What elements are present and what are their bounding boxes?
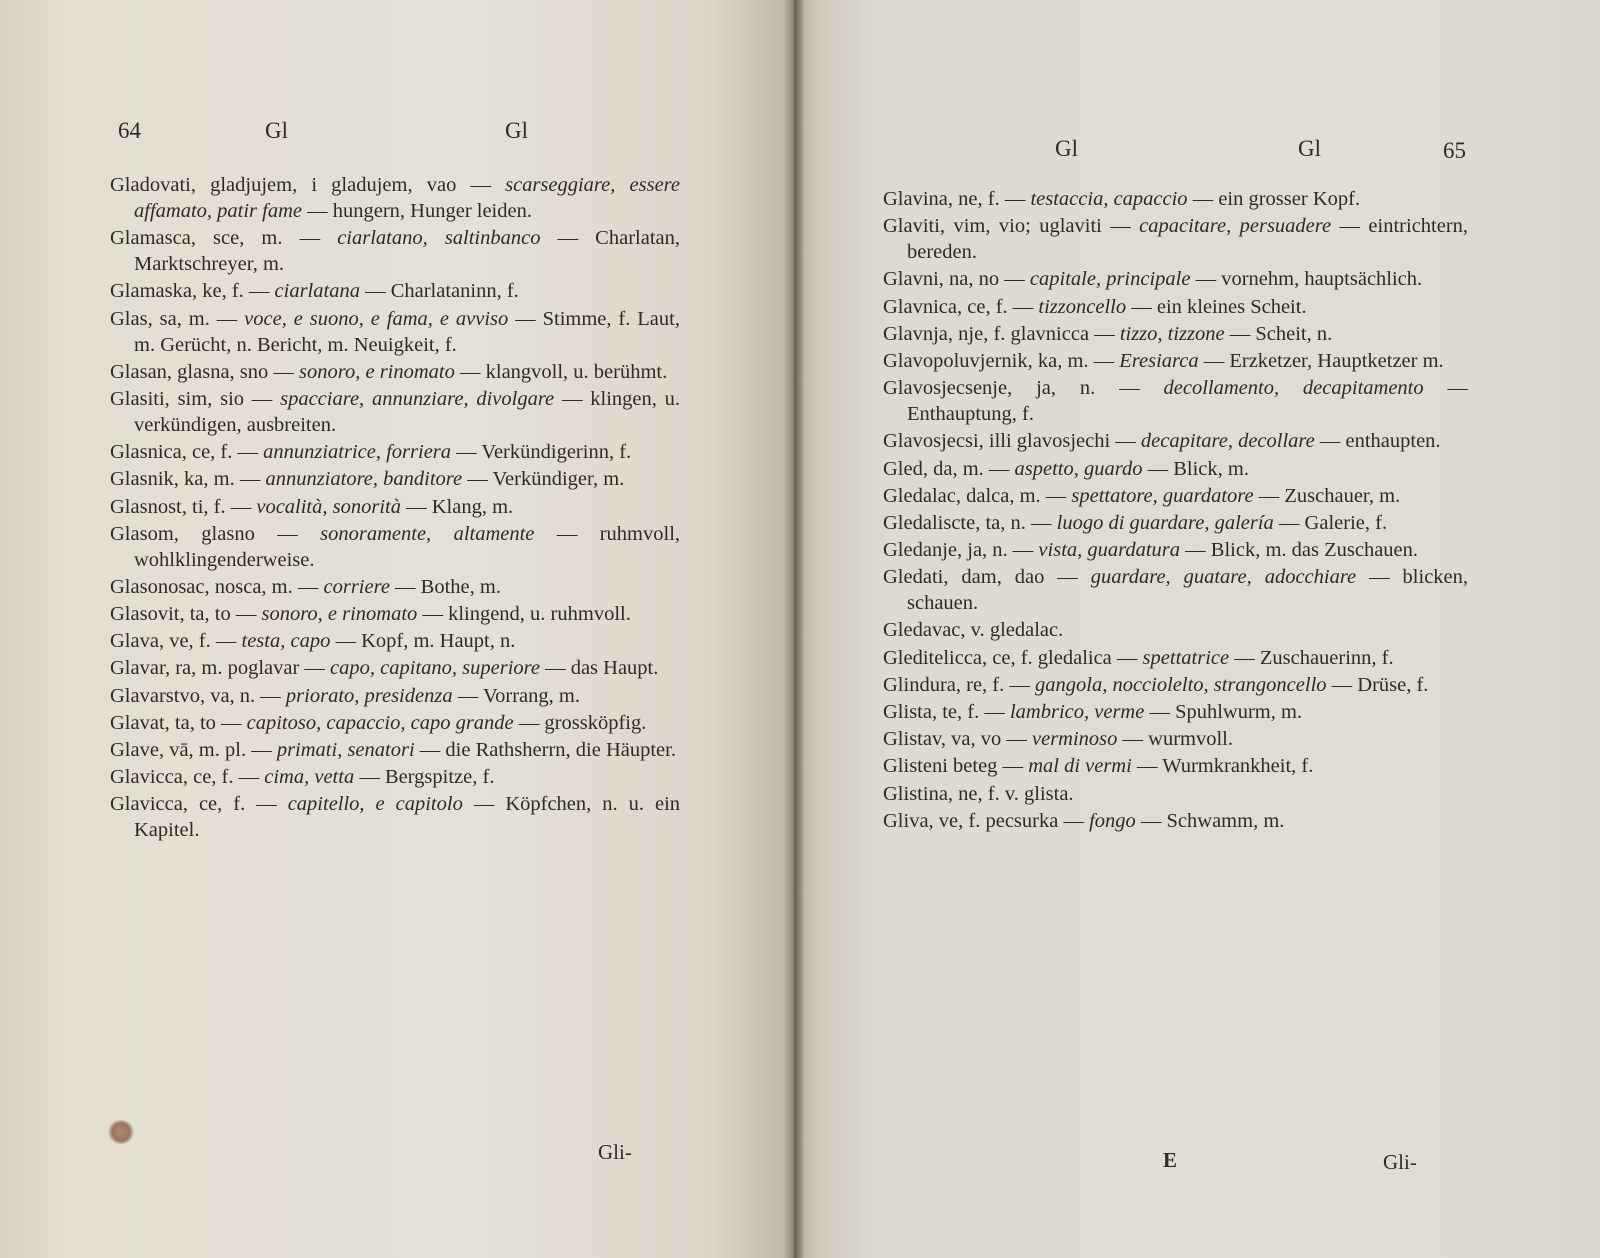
entry-headword: Gledalac, dalca, m. — [883, 484, 1067, 507]
entry-german: — Zuschauerinn, f. [1234, 646, 1394, 669]
signature-mark: E [1163, 1148, 1178, 1172]
entry-german: — klingend, u. ruhmvoll. [422, 603, 631, 626]
entry-italian: scarseggiare, essere affamato, patir fame [134, 174, 680, 222]
dictionary-entry [110, 494, 680, 520]
dictionary-entry [110, 574, 680, 600]
entry-italian: decapitare, decollare [1140, 430, 1315, 453]
entry-headword: Glavosjecsi, illi glavosjechi — [883, 430, 1136, 453]
entry-german: — eintrichtern, bereden. [907, 215, 1469, 264]
dictionary-entry [883, 294, 1468, 320]
entry-italian: capo, capitano, superiore [330, 657, 540, 680]
entry-german: — Kopf, m. Haupt, n. [335, 630, 516, 653]
entry-italian: tizzoncello [1038, 295, 1127, 318]
dictionary-entry [110, 628, 680, 654]
entry-headword: Glasom, glasno — [110, 522, 298, 545]
dictionary-entry [883, 537, 1468, 563]
dictionary-entry [883, 483, 1468, 509]
entry-german: — Köpfchen, n. u. ein Kapitel. [134, 793, 681, 842]
dictionary-entry [883, 510, 1468, 536]
entry-headword: Glavicca, ce, f. — [110, 793, 277, 816]
dictionary-entry [883, 375, 1468, 427]
book-gutter [783, 0, 805, 1258]
entry-german: — Klang, m. [406, 495, 514, 518]
entry-headword: Glavarstvo, va, n. — [110, 684, 281, 707]
entry-german: — klingen, u. verkündigen, ausbreiten. [134, 387, 681, 436]
dictionary-entry [110, 655, 680, 681]
entry-headword: Glista, te, f. — [883, 701, 1005, 723]
dictionary-entry [883, 564, 1468, 616]
entry-german: — die Rathsherrn, die Häupter. [419, 739, 676, 761]
entry-italian: cima, vetta [264, 766, 355, 789]
entry-german: — Blick, m. das Zuschauen. [1185, 539, 1419, 562]
entry-italian: priorato, presidenza [285, 684, 453, 707]
dictionary-entry [110, 791, 680, 843]
entry-headword: Gleditelicca, ce, f. gledalica — [883, 646, 1138, 669]
catchword: Gli- [598, 1140, 632, 1164]
dictionary-entry [110, 683, 680, 709]
entry-italian: testa, capo [241, 630, 331, 653]
entry-italian: voce, e suono, e fama, e avviso [244, 307, 509, 330]
right-page [793, 0, 1600, 1258]
catchword: Gli- [1383, 1150, 1417, 1174]
entry-headword: Glisteni beteg — [883, 755, 1024, 778]
entry-italian: lambrico, verme [1009, 701, 1145, 723]
entry-headword: Glavina, ne, f. — [883, 188, 1026, 210]
entry-headword: Glistina, ne, f. v. glista. [883, 782, 1074, 805]
entry-headword: Glamaska, ke, f. — [110, 280, 270, 303]
entry-headword: Glavopoluvjernik, ka, m. — [883, 349, 1115, 372]
dictionary-entry [110, 521, 680, 573]
entry-german: — Verkündiger, m. [467, 468, 625, 491]
entry-italian: luogo di guardare, galería [1056, 511, 1274, 534]
entry-german: — ein grosser Kopf. [1192, 188, 1361, 210]
entry-german: — Verkündigerinn, f. [456, 441, 632, 464]
dictionary-entry [883, 428, 1468, 454]
entry-german: — das Haupt. [545, 657, 659, 680]
entry-headword: Glasnica, ce, f. — [110, 441, 258, 464]
entry-headword: Gledavac, v. gledalac. [883, 619, 1064, 642]
entry-headword: Glasonosac, nosca, m. — [110, 575, 319, 598]
entry-italian: Eresiarca [1119, 349, 1199, 372]
ink-stain [108, 1120, 134, 1144]
entry-italian: guardare, guatare, adocchiare [1090, 566, 1357, 589]
entry-german: — grossköpfig. [518, 711, 647, 734]
entry-german: — Schwamm, m. [1140, 809, 1285, 832]
entry-german: — enthaupten. [1319, 430, 1441, 453]
dictionary-entry [883, 781, 1468, 807]
entry-headword: Glave, vā, m. pl. — [110, 739, 272, 761]
entry-italian: sonoramente, altamente [320, 522, 535, 545]
dictionary-entry [883, 672, 1468, 698]
entry-headword: Glavnica, ce, f. — [883, 295, 1034, 318]
entry-italian: ciarlatana [274, 280, 360, 303]
entry-headword: Glindura, re, f. — [883, 673, 1030, 696]
entry-italian: corriere [323, 575, 390, 598]
dictionary-entry [110, 710, 680, 736]
running-head-left: Gl [265, 118, 288, 143]
entry-italian: primati, senatori [276, 739, 415, 761]
dictionary-entry [110, 172, 680, 224]
dictionary-entry [883, 617, 1468, 643]
entry-headword: Glavar, ra, m. poglavar — [110, 657, 325, 680]
entry-headword: Glavni, na, no — [883, 268, 1025, 291]
entry-italian: verminoso [1032, 728, 1118, 751]
page-number: 65 [1443, 138, 1466, 163]
page-number: 64 [118, 118, 141, 143]
entry-italian: decollamento, decapitamento [1163, 377, 1424, 400]
entry-german: — wurmvoll. [1122, 728, 1233, 751]
entry-italian: testaccia, capaccio [1030, 188, 1188, 210]
entry-headword: Gladovati, gladjujem, i gladujem, vao — [110, 174, 491, 196]
entry-headword: Glasan, glasna, sno — [110, 360, 294, 383]
entry-italian: capitello, e capitolo [287, 793, 463, 816]
dictionary-entry [110, 225, 680, 277]
entry-german: — Blick, m. [1147, 457, 1249, 480]
entry-german: — Wurmkrankheit, f. [1136, 755, 1314, 778]
entry-german: — Bergspitze, f. [359, 766, 495, 789]
entry-headword: Glaviti, vim, vio; uglaviti — [883, 215, 1131, 238]
entry-headword: Glas, sa, m. — [110, 307, 238, 330]
entry-headword: Glasovit, ta, to — [110, 603, 257, 626]
entry-italian: annunziatore, banditore [265, 468, 463, 491]
dictionary-entry [110, 439, 680, 465]
dictionary-entry [110, 359, 680, 385]
dictionary-entry [883, 456, 1468, 482]
entry-german: — Spuhlwurm, m. [1149, 701, 1303, 723]
dictionary-entries [110, 172, 680, 845]
entry-headword: Glava, ve, f. — [110, 630, 237, 653]
entry-headword: Gled, da, m. — [883, 457, 1010, 480]
dictionary-entry [883, 726, 1468, 752]
running-head-right: Gl [505, 118, 528, 143]
entry-headword: Glavosjecsenje, ja, n. — [883, 377, 1140, 400]
entry-italian: annunziatrice, forriera [263, 441, 452, 464]
dictionary-entry [110, 386, 680, 438]
entry-german: — Charlatan, Marktschreyer, m. [134, 227, 680, 276]
entry-german: — Enthauptung, f. [907, 377, 1468, 426]
entry-italian: gangola, nocciolelto, strangoncello [1035, 673, 1327, 696]
entry-italian: sonoro, e rinomato [299, 360, 455, 383]
entry-headword: Gledaliscte, ta, n. — [883, 511, 1052, 534]
dictionary-entry [883, 753, 1468, 779]
dictionary-entry [110, 601, 680, 627]
dictionary-entry [883, 321, 1468, 347]
running-head-right: Gl [1298, 136, 1321, 161]
entry-german: — Bothe, m. [395, 575, 501, 598]
entry-headword: Glavicca, ce, f. — [110, 766, 260, 789]
dictionary-entry [110, 737, 680, 763]
entry-headword: Gledati, dam, dao — [883, 566, 1078, 589]
entry-italian: aspetto, guardo [1014, 457, 1143, 480]
dictionary-entry [110, 278, 680, 304]
dictionary-entry [883, 266, 1468, 292]
entry-italian: capitoso, capaccio, capo grande [246, 711, 514, 734]
entry-headword: Glavnja, nje, f. glavnicca — [883, 322, 1115, 345]
entry-headword: Glamasca, sce, m. — [110, 227, 321, 250]
entry-italian: spettatrice [1142, 646, 1230, 669]
dictionary-entry [110, 466, 680, 492]
dictionary-entry [110, 306, 680, 358]
entry-german: — vornehm, hauptsächlich. [1195, 268, 1423, 291]
entry-italian: mal di vermi [1028, 755, 1132, 778]
entry-german: — Stimme, f. Laut, m. Gerücht, n. Bericht, m. Neuigkeit, f. [134, 307, 680, 356]
entry-german: — blicken, schauen. [907, 566, 1469, 615]
entry-german: — hungern, Hunger leiden. [307, 200, 532, 222]
entry-german: — Erzketzer, Hauptketzer m. [1203, 349, 1444, 372]
entry-headword: Gliva, ve, f. pecsurka — [883, 809, 1084, 832]
entry-german: — Scheit, n. [1229, 322, 1333, 345]
dictionary-entry [883, 645, 1468, 671]
dictionary-entry [883, 186, 1468, 212]
entry-italian: spacciare, annunziare, divolgare [280, 387, 555, 410]
entry-headword: Gledanje, ja, n. — [883, 539, 1034, 562]
dictionary-entry [883, 213, 1468, 265]
dictionary-entry [883, 808, 1468, 834]
entry-italian: tizzo, tizzone [1119, 322, 1225, 345]
entry-german: — ruhmvoll, wohlklingenderweise. [134, 522, 681, 571]
entry-italian: spettatore, guardatore [1071, 484, 1254, 507]
entry-german: — Charlataninn, f. [365, 280, 519, 303]
entry-headword: Glasiti, sim, sio — [110, 387, 273, 410]
entry-headword: Glistav, va, vo — [883, 728, 1027, 751]
entry-headword: Glavat, ta, to — [110, 711, 242, 734]
entry-italian: vista, guardatura [1038, 539, 1181, 562]
running-head-left: Gl [1055, 136, 1078, 161]
entry-german: — Vorrang, m. [457, 684, 580, 707]
entry-italian: sonoro, e rinomato [261, 603, 418, 626]
entry-headword: Glasnik, ka, m. — [110, 468, 261, 491]
entry-italian: ciarlatano, saltinbanco [337, 227, 541, 250]
left-page [0, 0, 793, 1258]
entry-german: — ein kleines Scheit. [1131, 295, 1307, 318]
entry-italian: capitale, principale [1029, 268, 1191, 291]
dictionary-entry [110, 764, 680, 790]
entry-german: — Zuschauer, m. [1258, 484, 1401, 507]
dictionary-entry [883, 348, 1468, 374]
entry-german: — klangvoll, u. berühmt. [460, 360, 668, 383]
dictionary-entries [883, 186, 1468, 835]
entry-italian: fongo [1089, 809, 1136, 832]
entry-headword: Glasnost, ti, f. — [110, 495, 252, 518]
entry-italian: capacitare, persuadere [1139, 215, 1332, 238]
entry-german: — Galerie, f. [1278, 511, 1388, 534]
dictionary-entry [883, 699, 1468, 725]
entry-german: — Drüse, f. [1331, 673, 1429, 696]
entry-italian: vocalità, sonorità [256, 495, 401, 518]
